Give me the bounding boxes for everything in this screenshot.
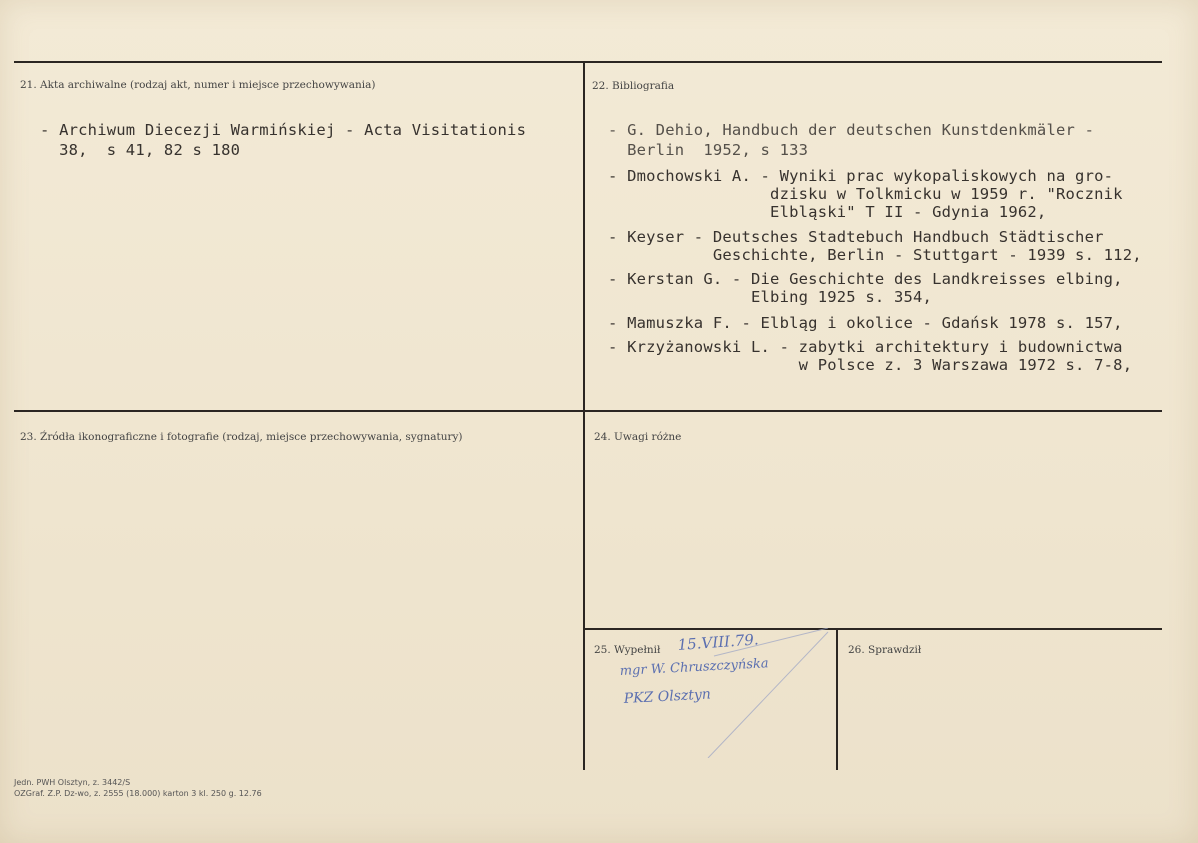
bibliography-entry-3-line-1: - Keyser - Deutsches Stadtebuch Handbuch Städtischer — [608, 228, 1104, 246]
printer-imprint-line-2: OZGraf. Z.P. Dz-wo, z. 2555 (18.000) karton 3 kl. 250 g. 12.76 — [14, 789, 262, 798]
bibliography-entry-5-line-1: - Mamuszka F. - Elbląg i okolice - Gdańsk 1978 s. 157, — [608, 314, 1123, 332]
section-26-label: 26. Sprawdził — [848, 644, 922, 656]
section-21-line-1: - Archiwum Diecezji Warmińskiej - Acta Visitationis — [40, 121, 527, 139]
bibliography-entry-6-line-2: w Polsce z. 3 Warszawa 1972 s. 7-8, — [608, 356, 1133, 374]
bibliography-entry-2-line-1: - Dmochowski A. - Wyniki prac wykopaliskowych na gro- — [608, 167, 1114, 185]
bibliography-entry-3-line-2: Geschichte, Berlin - Stuttgart - 1939 s. 112, — [608, 246, 1142, 264]
bibliography-entry-2-line-3: Elbląski" T II - Gdynia 1962, — [608, 203, 1047, 221]
signature-column-line — [836, 629, 838, 770]
section-21-label: 21. Akta archiwalne (rodzaj akt, numer i miejsce przechowywania) — [20, 79, 376, 91]
handwritten-signature — [596, 628, 836, 758]
section-22-label: 22. Bibliografia — [592, 80, 675, 92]
section-25-label: 25. Wypełnił — [594, 644, 661, 656]
top-border-line — [14, 61, 1162, 63]
bibliography-entry-4-line-2: Elbing 1925 s. 354, — [608, 288, 933, 306]
bibliography-entry-2-line-2: dzisku w Tolkmicku w 1959 r. "Rocznik — [608, 185, 1123, 203]
section-21-line-2: 38, s 41, 82 s 180 — [40, 141, 241, 159]
section-24-label: 24. Uwagi różne — [594, 431, 682, 443]
bibliography-entry-1-line-1: - G. Dehio, Handbuch der deutschen Kunstdenkmäler - — [608, 121, 1095, 139]
center-divider-line — [583, 62, 585, 770]
fill-date-handwriting: 15.VIII.79. — [677, 630, 760, 654]
bibliography-entry-4-line-1: - Kerstan G. - Die Geschichte des Landkreisses elbing, — [608, 270, 1123, 288]
filler-institution-handwriting: PKZ Olsztyn — [623, 686, 712, 707]
middle-divider-line — [14, 410, 1162, 412]
filler-name-handwriting: mgr W. Chruszczyńska — [619, 656, 769, 679]
printer-imprint-line-1: Jedn. PWH Olsztyn, z. 3442/S — [14, 778, 131, 787]
bibliography-entry-1-line-2: Berlin 1952, s 133 — [608, 141, 809, 159]
section-23-label: 23. Źródła ikonograficzne i fotografie (rodzaj, miejsce przechowywania, sygnatury) — [20, 431, 463, 443]
bibliography-entry-6-line-1: - Krzyżanowski L. - zabytki architektury i budownictwa — [608, 338, 1123, 356]
